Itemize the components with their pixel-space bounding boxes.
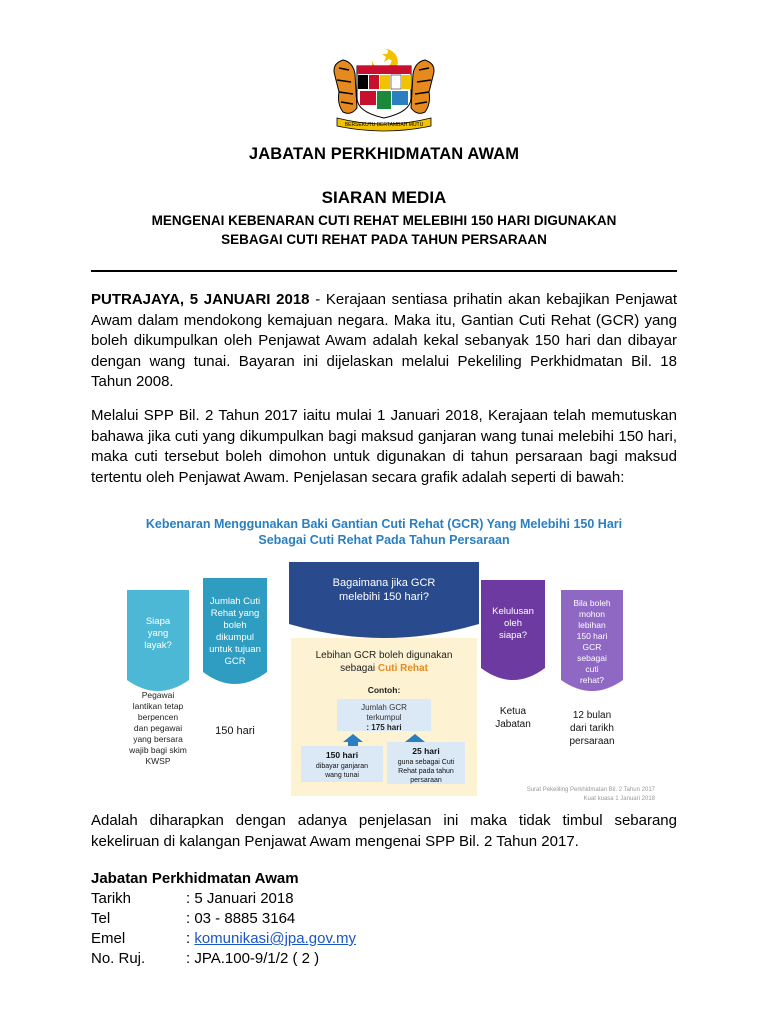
- paragraph-2: Melalui SPP Bil. 2 Tahun 2017 iaitu mulai 1 Januari 2018, Kerajaan telah memutuskan bahawa jika cuti yang dikumpulkan bagi maksud ganjaran wang tunai melebihi 150 hari, maka cuti tersebut boleh dimohon untuk digunakan di tahun persaraan bagi maksud tertentu oleh Penjawat Awam. Penjelasan secara grafik adalah seperti di bawah:: [91, 407, 677, 486]
- svg-text:mohon: mohon: [579, 609, 605, 619]
- dateline: PUTRAJAYA, 5 JANUARI 2018: [91, 291, 310, 308]
- svg-text:Kelulusan: Kelulusan: [492, 606, 534, 617]
- svg-text:dikumpul: dikumpul: [215, 632, 255, 643]
- svg-text:12 bulan: 12 bulan: [572, 710, 612, 721]
- coat-of-arms-logo: [327, 46, 441, 132]
- svg-text:Rehat yang: Rehat yang: [210, 608, 260, 619]
- svg-text:Pegawai: Pegawai: [141, 690, 175, 700]
- paragraph-1-text: - Kerajaan sentiasa prihatin akan kebajikan Penjawat Awam dalam mendokong kemajuan negara. Maka itu, Gantian Cuti Rehat (GCR) yang boleh dikumpulkan oleh Penjawat Awam adalah kekal sebanyak 150 hari dan dibayar dengan wang tunai. Bayaran ini dijelaskan melalui Pekeliling Perkhidmatan Bil. 18 Tahun 2008.: [91, 291, 677, 390]
- svg-text:persaraan: persaraan: [410, 777, 442, 784]
- svg-text:terkumpul: terkumpul: [366, 713, 402, 722]
- paragraph-3: Adalah diharapkan dengan adanya penjelasan ini maka tidak timbul sebarang kekeliruan di kalangan Penjawat Awam mengenai SPP Bil. 2 Tahun 2017.: [91, 812, 677, 850]
- infographic-title-2: Sebagai Cuti Rehat Pada Tahun Persaraan: [258, 533, 510, 547]
- source-note-2: Kuat kuasa 1 Januari 2018: [583, 796, 655, 802]
- email-link[interactable]: komunikasi@jpa.gov.my: [194, 930, 357, 947]
- svg-text:BERSEKUTU BERTAMBAH MUTU: BERSEKUTU BERTAMBAH MUTU: [344, 122, 424, 128]
- svg-text:guna sebagai Cuti: guna sebagai Cuti: [397, 759, 455, 766]
- svg-text:Jumlah Cuti: Jumlah Cuti: [209, 596, 261, 607]
- svg-text:rehat?: rehat?: [579, 675, 605, 685]
- header-divider: [91, 270, 677, 272]
- svg-text:Bagaimana jika GCR: Bagaimana jika GCR: [332, 577, 436, 589]
- svg-text:: 175 hari: : 175 hari: [366, 723, 402, 732]
- svg-text:150 hari: 150 hari: [325, 750, 359, 760]
- signature-block: Jabatan Perkhidmatan Awam: [91, 870, 299, 887]
- example-label: Contoh:: [367, 685, 401, 695]
- source-note-1: Surat Pekeliling Perkhidmatan Bil. 2 Tahun 2017: [526, 787, 655, 793]
- contact-label: Tarikh: [91, 890, 132, 907]
- svg-text:wajib bagi skim: wajib bagi skim: [129, 745, 187, 755]
- svg-text:Siapa: Siapa: [145, 616, 171, 627]
- answer-3-line-1: Lebihan GCR boleh digunakan: [315, 650, 453, 661]
- infographic: [91, 512, 677, 806]
- svg-text:Jabatan: Jabatan: [495, 719, 531, 730]
- question-1-text: [144, 616, 171, 651]
- svg-text:150 hari: 150 hari: [576, 631, 608, 641]
- svg-text:yang: yang: [147, 628, 169, 639]
- svg-text:yang bersara: yang bersara: [133, 734, 183, 744]
- contact-value: : 03 - 8885 3164: [186, 910, 296, 927]
- infographic-title-1: Kebenaran Menggunakan Baki Gantian Cuti Rehat (GCR) Yang Melebihi 150 Hari: [145, 517, 623, 531]
- contact-value: : komunikasi@jpa.gov.my: [186, 930, 357, 947]
- contact-value: : 5 Januari 2018: [186, 890, 294, 907]
- svg-text:oleh: oleh: [504, 618, 522, 629]
- svg-text:Jumlah GCR: Jumlah GCR: [361, 703, 407, 712]
- svg-text:siapa?: siapa?: [499, 630, 527, 641]
- contact-label: Emel: [91, 930, 126, 947]
- svg-text:GCR: GCR: [224, 656, 246, 667]
- answer-3-line-2: sebagai Cuti Rehat: [340, 663, 428, 674]
- contact-value: : JPA.100-9/1/2 ( 2 ): [186, 950, 320, 967]
- subject-line-1: MENGENAI KEBENARAN CUTI REHAT MELEBIHI 150 HARI DIGUNAKAN: [151, 213, 617, 228]
- document-type-heading: SIARAN MEDIA: [321, 188, 447, 207]
- subject-heading: [0, 211, 768, 249]
- svg-text:wang tunai: wang tunai: [325, 772, 359, 779]
- svg-text:25 hari: 25 hari: [412, 746, 440, 756]
- svg-text:dan pegawai: dan pegawai: [133, 723, 183, 733]
- svg-text:lantikan tetap: lantikan tetap: [132, 701, 184, 711]
- svg-text:dari tarikh: dari tarikh: [570, 723, 614, 734]
- svg-text:lebihan: lebihan: [578, 620, 606, 630]
- answer-1: [128, 690, 187, 766]
- answer-5: [569, 710, 614, 747]
- paragraph-1: [91, 290, 677, 393]
- question-2-banner: [203, 578, 267, 684]
- answer-2: 150 hari: [215, 725, 255, 737]
- svg-text:Bila boleh: Bila boleh: [573, 598, 611, 608]
- contact-label: No. Ruj.: [91, 950, 146, 967]
- svg-text:berpencen: berpencen: [137, 712, 179, 722]
- svg-text:Ketua: Ketua: [499, 706, 527, 717]
- svg-text:untuk tujuan: untuk tujuan: [209, 644, 261, 655]
- organisation-heading: JABATAN PERKHIDMATAN AWAM: [248, 145, 520, 163]
- svg-text:layak?: layak?: [144, 640, 172, 651]
- svg-text:GCR: GCR: [582, 642, 602, 652]
- svg-text:sebagai: sebagai: [577, 653, 607, 663]
- svg-text:cuti: cuti: [585, 664, 599, 674]
- svg-text:KWSP: KWSP: [145, 756, 171, 766]
- svg-text:dibayar ganjaran: dibayar ganjaran: [315, 763, 369, 770]
- svg-text:melebihi 150 hari?: melebihi 150 hari?: [339, 591, 429, 603]
- svg-text:persaraan: persaraan: [569, 736, 615, 747]
- subject-line-2: SEBAGAI CUTI REHAT PADA TAHUN PERSARAAN: [221, 232, 547, 247]
- contact-label: Tel: [91, 910, 111, 927]
- svg-text:Rehat pada tahun: Rehat pada tahun: [398, 768, 454, 775]
- svg-text:boleh: boleh: [223, 620, 247, 631]
